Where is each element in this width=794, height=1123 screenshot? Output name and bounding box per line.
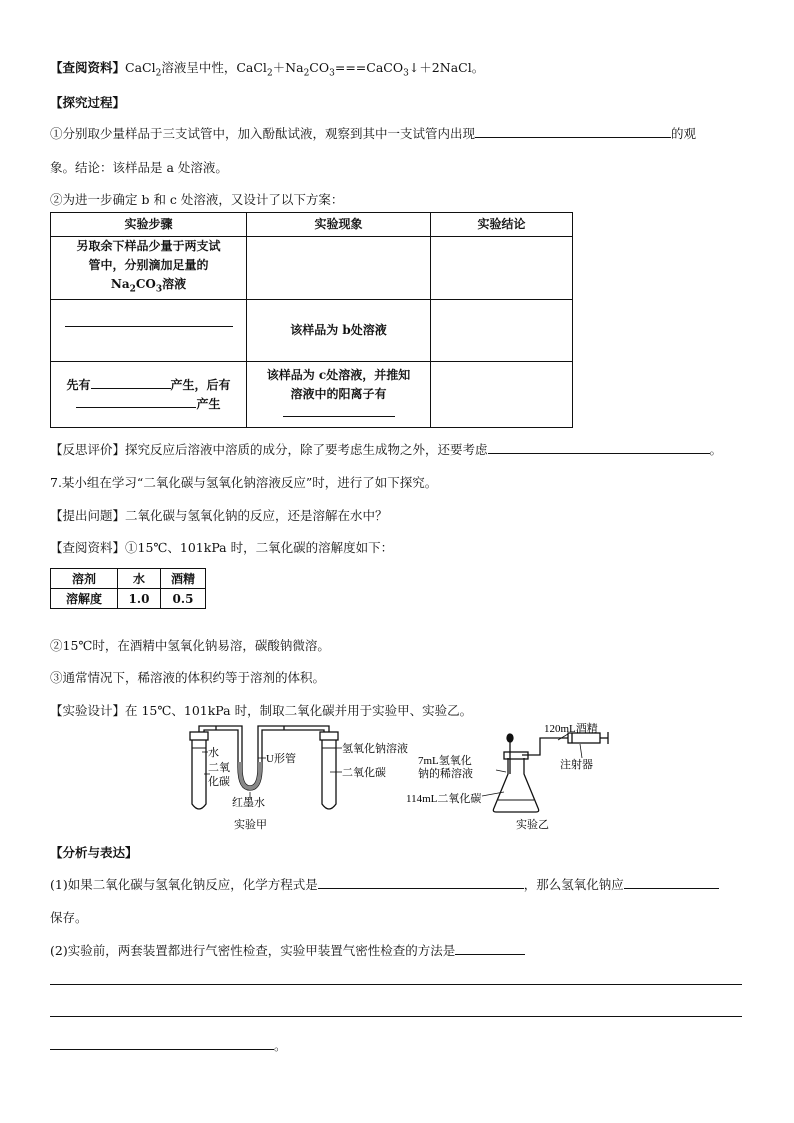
- table-cell: 0.5: [161, 589, 206, 609]
- question-text: (2)实验前，两套装置都进行气密性检查，实验甲装置气密性检查的方法是: [50, 941, 525, 959]
- section-heading: 【查阅资料】: [50, 60, 126, 75]
- question-text: 【实验设计】在 15℃、101kPa 时，制取二氧化碳并用于实验甲、实验乙。: [50, 703, 473, 718]
- table-cell: 该样品为 c处溶液，并推知 溶液中的阳离子有: [247, 362, 431, 428]
- answer-blank[interactable]: [488, 441, 710, 454]
- answer-blank[interactable]: [475, 125, 671, 138]
- answer-blank[interactable]: [318, 876, 524, 889]
- label-co2: 二氧: [208, 762, 230, 774]
- table-cell[interactable]: [431, 362, 573, 428]
- table-cell[interactable]: [431, 300, 573, 362]
- label-alcohol: 120mL酒精: [544, 723, 598, 735]
- label-u-tube: U形管: [266, 753, 296, 765]
- answer-blank[interactable]: [91, 376, 171, 389]
- label-syringe: 注射器: [560, 759, 593, 771]
- label-naoh-solution: 钠的稀溶液: [418, 768, 473, 780]
- question-text: (1)如果二氧化碳与氢氧化钠反应，化学方程式是 ，那么氢氧化钠应: [50, 875, 719, 893]
- solubility-table: [50, 568, 206, 609]
- experiment-b-figure: [400, 722, 620, 832]
- answer-blank[interactable]: [50, 1037, 274, 1050]
- question-text: ②为进一步确定 b 和 c 处溶液，又设计了以下方案：: [50, 192, 344, 207]
- question-title: 7.某小组在学习“二氧化碳与氢氧化钠溶液反应”时，进行了如下探究。: [50, 475, 438, 490]
- answer-line[interactable]: [50, 1016, 742, 1017]
- table-header: 酒精: [161, 569, 206, 589]
- label-co2-volume: 114mL二氧化碳: [406, 793, 482, 805]
- table-cell: 先有 产生，后有 产生: [51, 362, 247, 428]
- table-cell: 该样品为 b处溶液: [247, 300, 431, 362]
- label-co2-right: 二氧化碳: [342, 767, 386, 779]
- table-cell[interactable]: [431, 237, 573, 300]
- section-heading: 【探究过程】: [50, 95, 126, 110]
- figure-caption: 实验甲: [234, 819, 267, 831]
- figure-caption: 实验乙: [516, 819, 549, 831]
- table-header: 溶剂: [51, 569, 118, 589]
- table-header: 实验现象: [247, 213, 431, 237]
- answer-blank[interactable]: [283, 404, 395, 417]
- question-text: 【提出问题】二氧化碳与氢氧化钠的反应，还是溶解在水中？: [50, 508, 388, 523]
- question-text: ②15℃时，在酒精中氢氧化钠易溶，碳酸钠微溶。: [50, 638, 330, 653]
- answer-blank[interactable]: [65, 314, 233, 327]
- label-co2: 化碳: [208, 776, 230, 788]
- table-cell[interactable]: [51, 300, 247, 362]
- answer-line-end: 。: [50, 1036, 287, 1054]
- question-text: 【查阅资料】①15℃、101kPa 时，二氧化碳的溶解度如下：: [50, 540, 394, 555]
- answer-blank[interactable]: [455, 942, 525, 955]
- label-naoh: 氢氧化钠溶液: [342, 743, 408, 755]
- experiment-a-figure: [180, 722, 410, 832]
- reference-material-line: 【查阅资料】CaCl$_2$溶液呈中性，$CaCl_2+Na_2CO_3===CaCO_3↓+2NaCl$。: [50, 60, 485, 79]
- section-heading: 【分析与表达】: [50, 845, 138, 860]
- table-header: 实验步骤: [51, 213, 247, 237]
- table-header: 水: [118, 569, 161, 589]
- question-text: 保存。: [50, 910, 88, 925]
- table-cell: 1.0: [118, 589, 161, 609]
- table-cell: 溶解度: [51, 589, 118, 609]
- question-text: 【反思评价】探究反应后溶液中溶质的成分，除了要考虑生成物之外，还要考虑 。: [50, 442, 723, 457]
- question-text: ③通常情况下，稀溶液的体积约等于溶剂的体积。: [50, 670, 326, 685]
- table-cell[interactable]: [247, 237, 431, 300]
- table-header: 实验结论: [431, 213, 573, 237]
- answer-line[interactable]: [50, 984, 742, 985]
- answer-blank[interactable]: [624, 876, 719, 889]
- label-red-ink: 红墨水: [232, 797, 265, 809]
- table-cell: 另取余下样品少量于两支试 管中，分别滴加足量的 $Na_2CO_3$溶液: [51, 237, 247, 300]
- label-water: 水: [208, 747, 219, 759]
- question-text: ①分别取少量样品于三支试管中，加入酚酞试液，观察到其中一支试管内出现 的观: [50, 126, 697, 141]
- label-naoh-solution: 7mL氢氧化: [418, 755, 472, 767]
- question-text: 象。结论：该样品是 a 处溶液。: [50, 160, 228, 175]
- experiment-table: [50, 212, 573, 428]
- answer-blank[interactable]: [76, 395, 196, 408]
